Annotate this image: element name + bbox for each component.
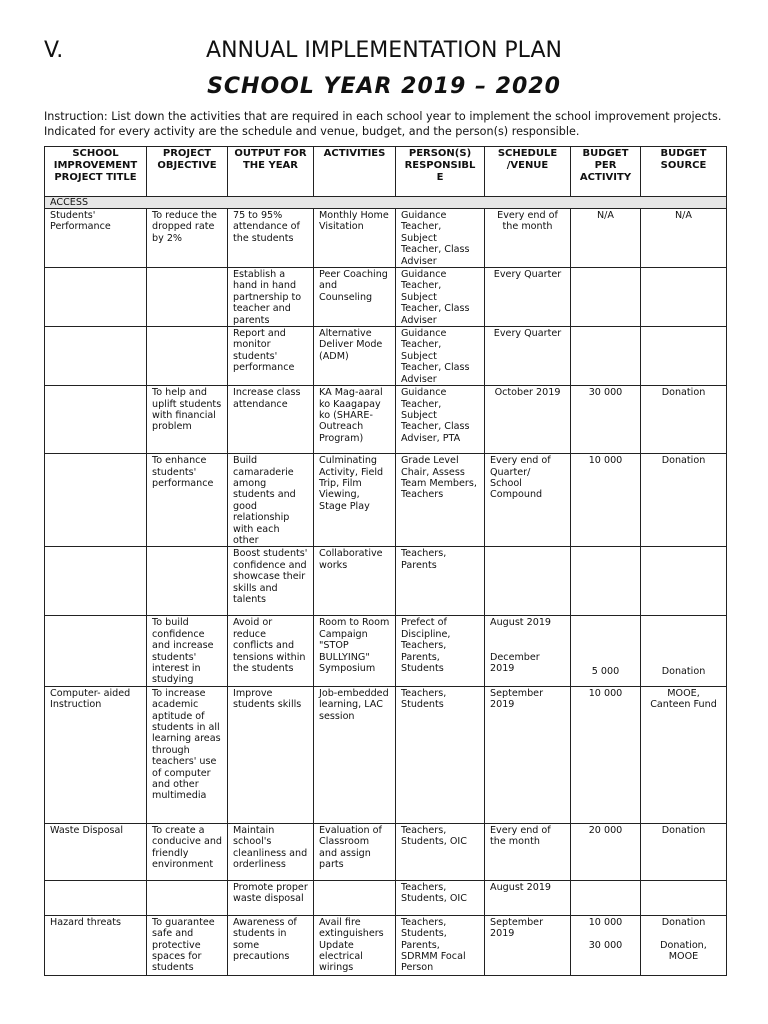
table-cell: KA Mag-aaral ko Kaagapay ko (SHARE-Outreach Program) — [314, 386, 396, 454]
table-cell — [147, 880, 228, 915]
table-cell: Guidance Teacher, Subject Teacher, Class Adviser — [396, 327, 485, 386]
table-cell — [485, 547, 571, 616]
table-row — [45, 327, 727, 386]
table-cell: Every end of the month — [485, 823, 571, 880]
table-cell: Increase class attendance — [228, 386, 314, 454]
table-cell — [45, 386, 147, 454]
table-cell: To create a conducive and friendly environment — [147, 823, 228, 880]
table-cell — [641, 616, 727, 686]
table-cell — [147, 268, 228, 327]
table-cell: 75 to 95% attendance of the students — [228, 209, 314, 268]
table-cell: Boost students' confidence and showcase their skills and talents — [228, 547, 314, 616]
section-label: ACCESS — [45, 197, 727, 209]
table-cell: Students' Performance — [45, 209, 147, 268]
table-cell: Guidance Teacher, Subject Teacher, Class Adviser — [396, 268, 485, 327]
table-row — [45, 880, 727, 915]
table-cell: To build confidence and increase students' interest in studying — [147, 616, 228, 686]
table-cell: Waste Disposal — [45, 823, 147, 880]
table-cell — [571, 327, 641, 386]
table-cell: Guidance Teacher, Subject Teacher, Class Adviser — [396, 209, 485, 268]
budget-source: Donation — [661, 666, 706, 678]
table-row — [45, 386, 727, 454]
table-cell: Build camaraderie among students and good relationship with each other — [228, 454, 314, 547]
column-header: SCHEDULE /VENUE — [485, 147, 571, 197]
document-title: ANNUAL IMPLEMENTATION PLAN — [206, 38, 562, 63]
table-cell: Teachers, Students — [396, 686, 485, 823]
table-cell: Computer- aided Instruction — [45, 686, 147, 823]
column-header: PROJECT OBJECTIVE — [147, 147, 228, 197]
table-row — [45, 547, 727, 616]
table-cell: Promote proper waste disposal — [228, 880, 314, 915]
table-row — [45, 616, 727, 686]
table-cell: 20 000 — [571, 823, 641, 880]
table-cell: Awareness of students in some precautions — [228, 915, 314, 975]
table-cell — [571, 268, 641, 327]
column-header: BUDGET SOURCE — [641, 147, 727, 197]
table-cell: To enhance students' performance — [147, 454, 228, 547]
table-cell — [147, 547, 228, 616]
table-cell: August 2019 — [485, 880, 571, 915]
table-cell: Monthly Home Visitation — [314, 209, 396, 268]
column-header: PERSON(S) RESPONSIBL E — [396, 147, 485, 197]
table-cell: 30 000 — [571, 386, 641, 454]
table-cell: Peer Coaching and Counseling — [314, 268, 396, 327]
table-cell: Donation — [641, 386, 727, 454]
table-cell: Teachers, Students, Parents, SDRMM Focal Person — [396, 915, 485, 975]
table-cell: Improve students skills — [228, 686, 314, 823]
table-cell — [45, 454, 147, 547]
table-cell: Every end of the month — [485, 209, 571, 268]
table-cell — [45, 547, 147, 616]
table-cell — [571, 880, 641, 915]
table-cell: To help and uplift students with financial problem — [147, 386, 228, 454]
table-cell: Donation — [641, 823, 727, 880]
table-row — [45, 915, 727, 975]
table-cell: Donation — [641, 454, 727, 547]
table-cell: Teachers, Students, OIC — [396, 823, 485, 880]
table-cell — [571, 547, 641, 616]
table-cell: Prefect of Discipline, Teachers, Parents, Students — [396, 616, 485, 686]
table-cell: Every Quarter — [485, 268, 571, 327]
table-cell: Establish a hand in hand partnership to teacher and parents — [228, 268, 314, 327]
table-cell: 10 000 30 000 — [571, 915, 641, 975]
table-cell: August 2019 December 2019 — [485, 616, 571, 686]
table-cell: Culminating Activity, Field Trip, Film Viewing, Stage Play — [314, 454, 396, 547]
table-cell: Alternative Deliver Mode (ADM) — [314, 327, 396, 386]
table-cell — [641, 880, 727, 915]
table-cell: Room to Room Campaign "STOP BULLYING" Symposium — [314, 616, 396, 686]
table-cell: Teachers, Parents — [396, 547, 485, 616]
table-cell: N/A — [571, 209, 641, 268]
table-cell: MOOE, Canteen Fund — [641, 686, 727, 823]
table-cell — [314, 880, 396, 915]
table-cell — [641, 327, 727, 386]
table-cell — [45, 268, 147, 327]
table-cell: Every Quarter — [485, 327, 571, 386]
table-cell: September 2019 — [485, 915, 571, 975]
table-cell: Every end of Quarter/ School Compound — [485, 454, 571, 547]
table-cell: Teachers, Students, OIC — [396, 880, 485, 915]
table-cell: To increase academic aptitude of students in all learning areas through teachers' use of computer and other multimedia — [147, 686, 228, 823]
table-cell: Avoid or reduce conflicts and tensions within the students — [228, 616, 314, 686]
column-header: SCHOOL IMPROVEMENT PROJECT TITLE — [45, 147, 147, 197]
implementation-plan-table — [44, 146, 727, 976]
table-cell: N/A — [641, 209, 727, 268]
table-row — [45, 823, 727, 880]
table-cell: Collaborative works — [314, 547, 396, 616]
table-cell: 10 000 — [571, 686, 641, 823]
table-row — [45, 209, 727, 268]
section-row-access — [45, 197, 727, 209]
school-year-subtitle: SCHOOL YEAR 2019 – 2020 — [207, 74, 561, 99]
table-cell: To reduce the dropped rate by 2% — [147, 209, 228, 268]
table-cell — [45, 327, 147, 386]
column-header: OUTPUT FOR THE YEAR — [228, 147, 314, 197]
table-cell: October 2019 — [485, 386, 571, 454]
table-cell: Donation Donation, MOOE — [641, 915, 727, 975]
table-row — [45, 454, 727, 547]
table-cell — [45, 880, 147, 915]
table-cell: September 2019 — [485, 686, 571, 823]
table-cell — [641, 547, 727, 616]
table-header-row — [45, 147, 727, 197]
table-cell: Report and monitor students' performance — [228, 327, 314, 386]
table-cell — [571, 616, 641, 686]
column-header: ACTIVITIES — [314, 147, 396, 197]
section-number: V. — [44, 38, 64, 63]
table-cell: Avail fire extinguishers Update electrical wirings — [314, 915, 396, 975]
table-cell — [641, 268, 727, 327]
table-cell: Guidance Teacher, Subject Teacher, Class Adviser, PTA — [396, 386, 485, 454]
table-cell: Job-embedded learning, LAC session — [314, 686, 396, 823]
table-cell: Maintain school's cleanliness and orderliness — [228, 823, 314, 880]
table-row — [45, 686, 727, 823]
header — [44, 38, 724, 68]
budget-value: 5 000 — [591, 666, 620, 678]
table-cell: 10 000 — [571, 454, 641, 547]
table-cell: To guarantee safe and protective spaces for students — [147, 915, 228, 975]
table-cell — [45, 616, 147, 686]
instruction-text: Instruction: List down the activities that are required in each school year to implement the school improvement projects. Indicated for every activity are the schedule and venue, budget, and the person(s) responsible. — [44, 110, 722, 138]
table-cell: Hazard threats — [45, 915, 147, 975]
table-row — [45, 268, 727, 327]
table-cell: Evaluation of Classroom and assign parts — [314, 823, 396, 880]
table-cell — [147, 327, 228, 386]
column-header: BUDGET PER ACTIVITY — [571, 147, 641, 197]
table-cell: Grade Level Chair, Assess Team Members, Teachers — [396, 454, 485, 547]
